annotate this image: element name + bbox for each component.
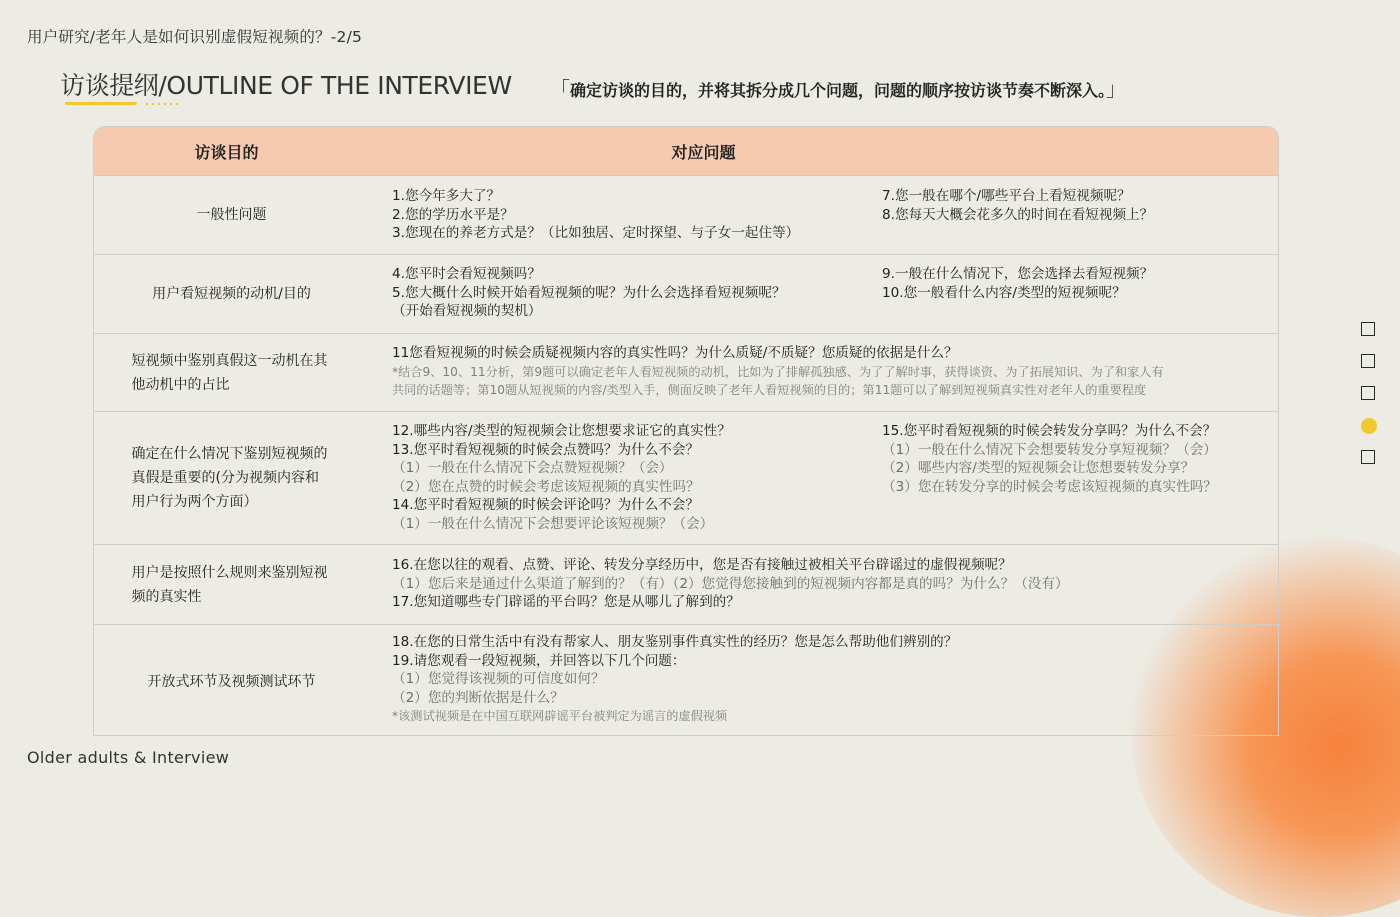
analysis-note: 共同的话题等；第10题从短视频的内容/类型入手，侧面反映了老年人看短视频的目的；第11题可以了解到短视频真实性对老年人的重要程度 (392, 383, 1147, 397)
question: 4.您平时会看短视频吗？ (392, 266, 541, 282)
sub-question: （1）您觉得该视频的可信度如何？ (392, 671, 605, 687)
questions-left (392, 422, 731, 533)
row-purpose-text: 短视频中鉴别真假这一动机在其他动机中的占比 (131, 352, 328, 393)
question: 5.您大概什么时候开始看短视频的呢？为什么会选择看短视频呢？ (392, 284, 786, 301)
row-purpose (94, 625, 369, 736)
page-subtitle-quote (550, 73, 1126, 102)
header-questions: 对应问题 (671, 142, 736, 162)
table-row (94, 176, 1278, 255)
page-nav-square-5[interactable] (1361, 450, 1375, 464)
page-nav-current-dot[interactable] (1361, 418, 1377, 434)
table-row (94, 334, 1278, 412)
quote-open: 「 (550, 77, 570, 101)
header-purpose: 访谈目的 (194, 142, 259, 162)
quote-close: 」 (1106, 77, 1127, 101)
question: （开始看短视频的契机） (392, 303, 542, 319)
questions-left (392, 187, 799, 243)
interview-outline-table (93, 126, 1279, 736)
question: 18.在您的日常生活中有没有帮家人、朋友鉴别事件真实性的经历？您是怎么帮助他们辨别的？ (392, 634, 958, 650)
table-row (94, 255, 1278, 334)
breadcrumb: 用户研究/老年人是如何识别虚假短视频的？-2/5 (27, 28, 363, 46)
sub-question: （1）一般在什么情况下会点赞短视频？（会） (392, 460, 673, 476)
sub-question: （2）您在点赞的时候会考虑该短视频的真实性吗？ (392, 478, 700, 495)
row-purpose (94, 176, 369, 254)
page-nav-square-1[interactable] (1361, 322, 1375, 336)
question: 15.您平时看短视频的时候会转发分享吗？为什么不会？ (882, 423, 1217, 439)
question: 14.您平时看短视频的时候会评论吗？为什么不会？ (392, 497, 700, 513)
quote-text: 确定访谈的目的，并将其拆分成几个问题，问题的顺序按访谈节奏不断深入。 (570, 81, 1107, 100)
row-purpose (94, 412, 369, 544)
question: 2.您的学历水平是？ (392, 206, 514, 223)
row-purpose-text: 确定在什么情况下鉴别短视频的真假是重要的(分为视频内容和用户行为两个方面） (131, 446, 328, 510)
question: 3.您现在的养老方式是？（比如独居、定时探望、与子女一起住等） (392, 225, 800, 241)
sub-question: （2）您的判断依据是什么？ (392, 689, 564, 706)
row-purpose (94, 545, 369, 624)
question: 19.请您观看一段短视频，并回答以下几个问题： (392, 652, 686, 669)
question: 8.您每天大概会花多久的时间在看短视频上？ (882, 206, 1154, 223)
sub-question: （1）一般在什么情况下会想要评论该短视频？（会） (392, 515, 714, 532)
title-dots-decoration (144, 103, 180, 105)
table-row (94, 625, 1278, 736)
questions-full (392, 556, 1069, 612)
question: 17.您知道哪些专门辟谣的平台吗？您是从哪儿了解到的？ (392, 594, 740, 610)
questions-right (882, 265, 1153, 302)
row-purpose-text: 开放式环节及视频测试环节 (147, 673, 316, 690)
question: 10.您一般看什么内容/类型的短视频呢？ (882, 284, 1126, 301)
row-purpose-text: 用户看短视频的动机/目的 (152, 286, 311, 302)
sub-question: （2）哪些内容/类型的短视频会让您想要转发分享？ (882, 460, 1195, 476)
row-purpose-text: 用户是按照什么规则来鉴别短视频的真实性 (131, 564, 328, 605)
row-purpose (94, 255, 369, 333)
sub-question: （1）一般在什么情况下会想要转发分享短视频？（会） (882, 441, 1217, 458)
page-title: 访谈提纲/OUTLINE OF THE INTERVIEW (60, 71, 512, 100)
question: 1.您今年多大了？ (392, 188, 501, 204)
analysis-note: *结合9、10、11分析，第9题可以确定老年人看短视频的动机，比如为了排解孤独感、为了了解时事，获得谈资、为了拓展知识、为了和家人有 (392, 364, 1164, 379)
questions-right (882, 422, 1217, 496)
table-header (94, 127, 1278, 176)
questions-full (392, 344, 1164, 400)
title-underline (65, 102, 137, 105)
test-video-note: *该测试视频是在中国互联网辟谣平台被判定为谣言的虚假视频 (392, 709, 728, 723)
questions-left (392, 265, 786, 321)
sub-question: （1）您后来是通过什么渠道了解到的？（有）（2）您觉得您接触到的短视频内容都是真的吗？为什么？（没有） (392, 575, 1069, 592)
question: 13.您平时看短视频的时候会点赞吗？为什么不会？ (392, 441, 700, 458)
sub-question: （3）您在转发分享的时候会考虑该短视频的真实性吗？ (882, 478, 1217, 495)
table-row (94, 545, 1278, 625)
question: 7.您一般在哪个/哪些平台上看短视频呢？ (882, 188, 1131, 204)
question: 12.哪些内容/类型的短视频会让您想要求证它的真实性？ (392, 423, 731, 439)
question: 11您看短视频的时候会质疑视频内容的真实性吗？为什么质疑/不质疑？您质疑的依据是什么？ (392, 345, 958, 361)
question: 9.一般在什么情况下，您会选择去看短视频？ (882, 266, 1154, 282)
question: 16.在您以往的观看、点赞、评论、转发分享经历中，您是否有接触过被相关平台辟谣过的虚假视频呢？ (392, 557, 1012, 573)
footer-caption: Older adults & Interview (27, 748, 230, 767)
row-purpose (94, 334, 369, 411)
row-purpose-text: 一般性问题 (196, 207, 267, 223)
questions-right (882, 187, 1153, 224)
questions-full (392, 633, 957, 726)
page-nav-square-3[interactable] (1361, 386, 1375, 400)
table-row (94, 412, 1278, 545)
page-nav-square-2[interactable] (1361, 354, 1375, 368)
